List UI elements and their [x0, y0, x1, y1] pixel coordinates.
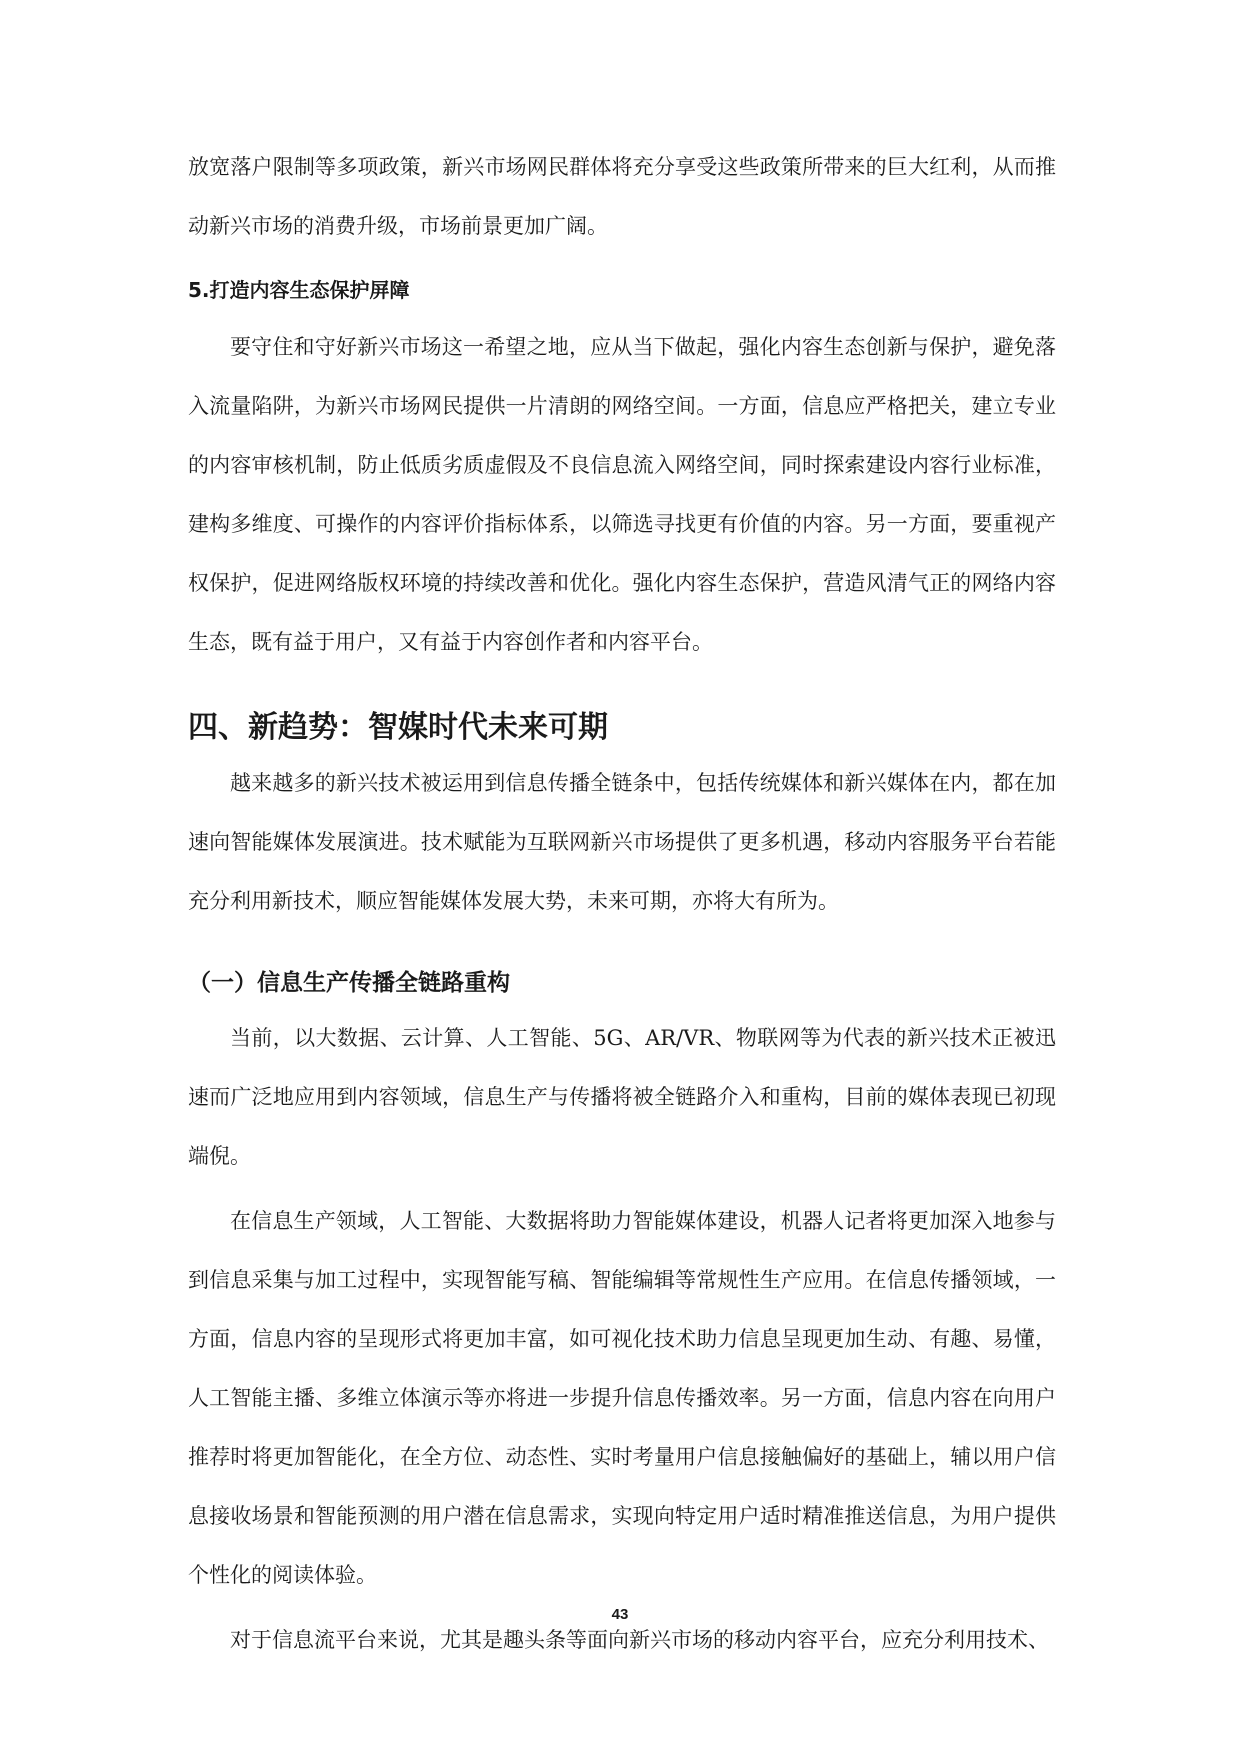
paragraph-emerging-technologies: 当前，以大数据、云计算、人工智能、5G、AR/VR、物联网等为代表的新兴技术正被迅速而广泛地应用到内容领域，信息生产与传播将被全链路介入和重构，目前的媒体表现已初现端倪。 — [188, 1026, 1056, 1168]
document-body — [188, 138, 1056, 1670]
paragraph-content-ecology: 要守住和守好新兴市场这一希望之地，应从当下做起，强化内容生态创新与保护，避免落入流量陷阱，为新兴市场网民提供一片清朗的网络空间。一方面，信息应严格把关，建立专业的内容审核机制，防止低质劣质虚假及不良信息流入网络空间，同时探索建设内容行业标准，建构多维度、可操作的内容评价指标体系，以筛选寻找更有价值的内容。另一方面，要重视产权保护，促进网络版权环境的持续改善和优化。强化内容生态保护，营造风清气正的网络内容生态，既有益于用户，又有益于内容创作者和内容平台。 — [188, 335, 1056, 654]
section-heading-new-trends: 四、新趋势：智媒时代未来可期 — [188, 710, 608, 745]
paragraph-policy-dividends: 放宽落户限制等多项政策，新兴市场网民群体将充分享受这些政策所带来的巨大红利，从而推动新兴市场的消费升级，市场前景更加广阔。 — [188, 155, 1056, 238]
paragraph-information-production: 在信息生产领域，人工智能、大数据将助力智能媒体建设，机器人记者将更加深入地参与到信息采集与加工过程中，实现智能写稿、智能编辑等常规性生产应用。在信息传播领域，一方面，信息内容的呈现形式将更加丰富，如可视化技术助力信息呈现更加生动、有趣、易懂，人工智能主播、多维立体演示等亦将进一步提升信息传播效率。另一方面，信息内容在向用户推荐时将更加智能化，在全方位、动态性、实时考量用户信息接触偏好的基础上，辅以用户信息接收场景和智能预测的用户潜在信息需求，实现向特定用户适时精准推送信息，为用户提供个性化的阅读体验。 — [188, 1209, 1056, 1587]
paragraph-smart-media-intro: 越来越多的新兴技术被运用到信息传播全链条中，包括传统媒体和新兴媒体在内，都在加速向智能媒体发展演进。技术赋能为互联网新兴市场提供了更多机遇，移动内容服务平台若能充分利用新技术，顺应智能媒体发展大势，未来可期，亦将大有所为。 — [188, 771, 1056, 913]
heading-content-ecology-protection: 5.打造内容生态保护屏障 — [188, 278, 410, 302]
paragraph-feed-platforms: 对于信息流平台来说，尤其是趣头条等面向新兴市场的移动内容平台，应充分利用技术、 — [230, 1628, 1049, 1652]
subheading-full-chain-reconstruction: （一）信息生产传播全链路重构 — [188, 970, 510, 996]
page-number: 43 — [611, 1606, 629, 1623]
